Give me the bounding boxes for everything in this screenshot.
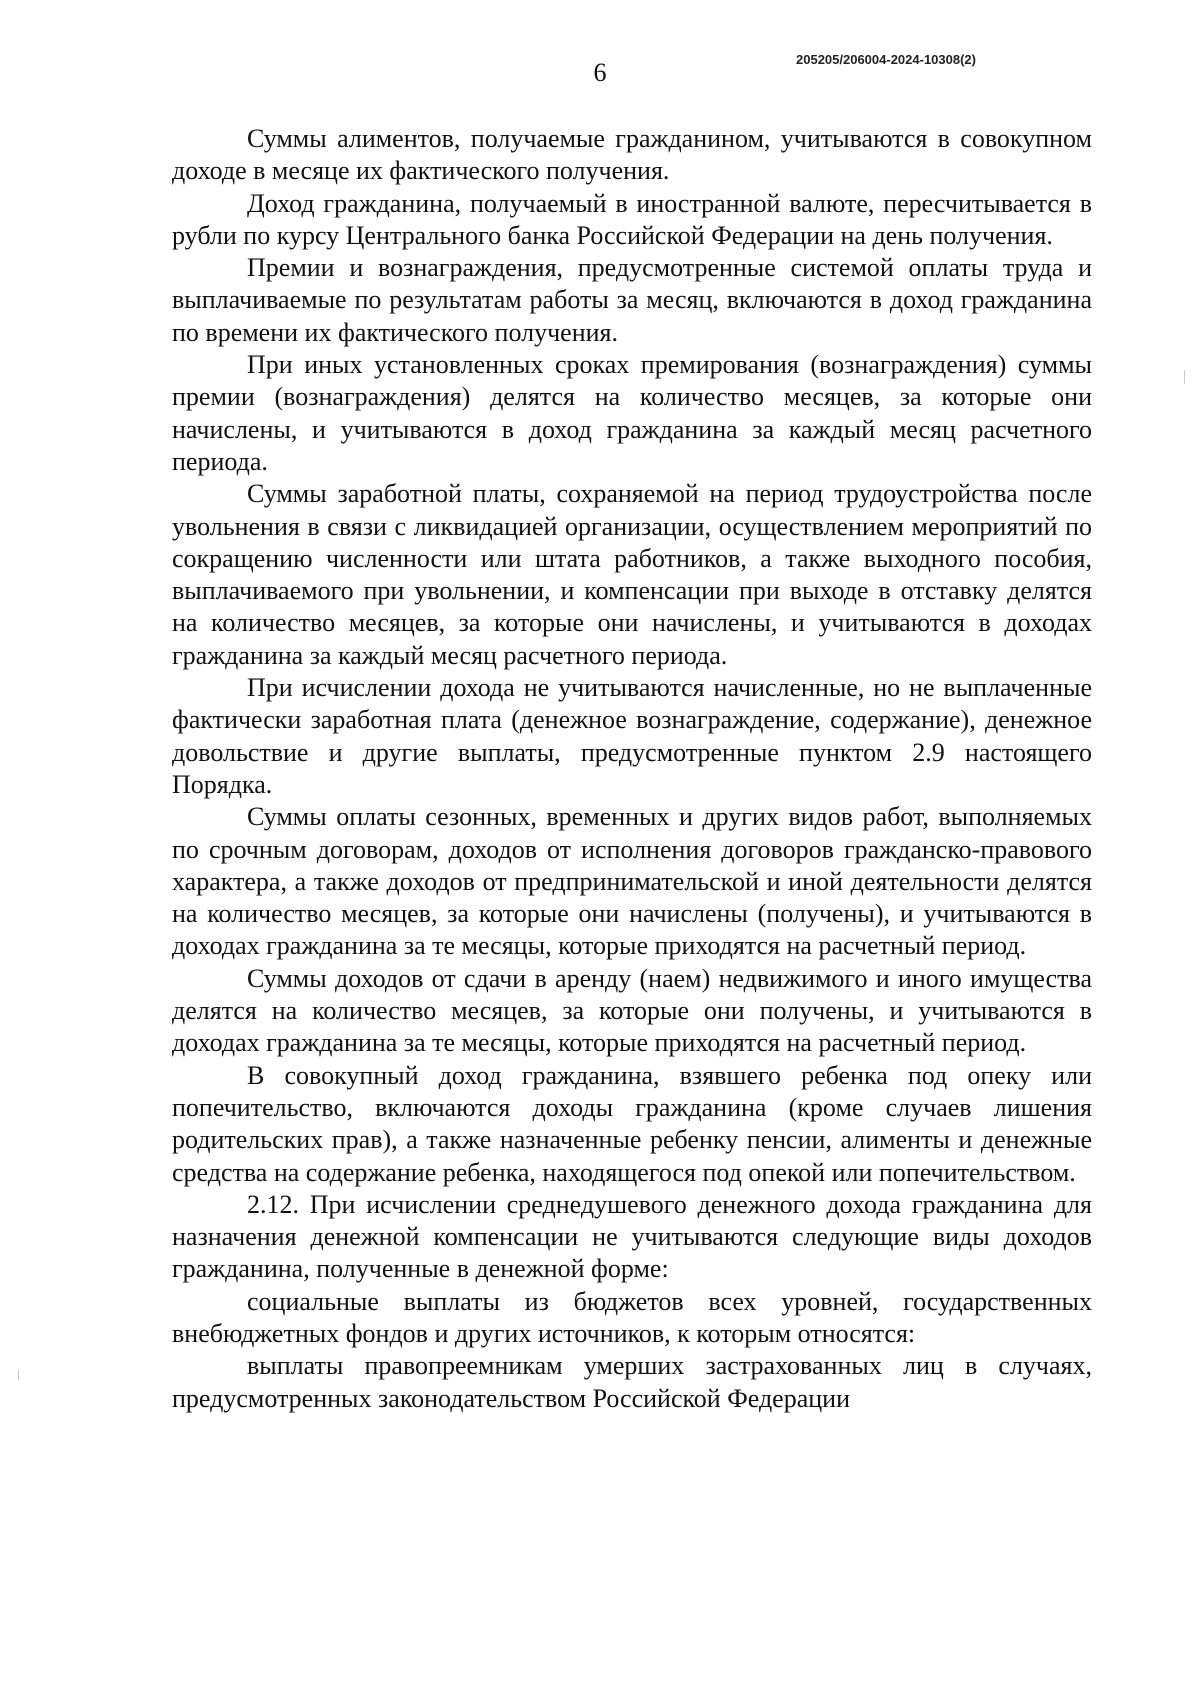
paragraph-rental-income: Суммы доходов от сдачи в аренду (наем) недвижимого и иного имущества делятся на количество месяцев, за которые они получены, и учитываются в доходах гражданина за те месяцы, которые приходятся на расчетный период. [172,963,1092,1058]
document-registration-number: 205205/206004-2024-10308(2) [796,52,976,67]
scan-mark [18,1370,19,1380]
document-body [172,123,1092,1415]
paragraph-bonuses: Премии и вознаграждения, предусмотренные системой оплаты труда и выплачиваемые по результатам работы за месяц, включаются в доход гражданина по времени их фактического получения. [172,253,1092,347]
paragraph-salary-after-dismissal: Суммы заработной платы, сохраняемой на период трудоустройства после увольнения в связи с ликвидацией организации, осуществлением мероприятий по сокращению численности или штата работников, а также выходного пособия, выплачиваемого при увольнении, и компенсации при выходе в отставку делятся на количество месяцев, за которые они начислены, и учитываются в доходах гражданина за каждый месяц расчетного периода. [172,479,1092,670]
paragraph-section-2-12: 2.12. При исчислении среднедушевого денежного дохода гражданина для назначения денежной компенсации не учитываются следующие виды доходов гражданина, полученные в денежной форме: [172,1189,1092,1284]
paragraph-alimony: Суммы алиментов, получаемые гражданином, учитываются в совокупном доходе в месяце их фактического получения. [172,124,1092,186]
paragraph-foreign-currency: Доход гражданина, получаемый в иностранной валюте, пересчитывается в рубли по курсу Центрального банка Российской Федерации на день получения. [172,188,1092,250]
scan-mark [1184,370,1185,384]
paragraph-unpaid-wages: При исчислении дохода не учитываются начисленные, но не выплаченные фактически заработная плата (денежное вознаграждение, содержание), денежное довольствие и другие выплаты, предусмотренные пунктом 2.9 настоящего Порядка. [172,673,1092,799]
paragraph-guardianship: В совокупный доход гражданина, взявшего ребенка под опеку или попечительство, включаются доходы гражданина (кроме случаев лишения родительских прав), а также назначенные ребенку пенсии, алименты и денежные средства на содержание ребенка, находящегося под опекой или попечительством. [172,1060,1092,1187]
paragraph-seasonal-work: Суммы оплаты сезонных, временных и других видов работ, выполняемых по срочным договорам, доходов от исполнения договоров гражданско-правового характера, а также доходов от предпринимательской и иной деятельности делятся на количество месяцев, за которые они начислены (получены), и учитываются в доходах гражданина за те месяцы, которые приходятся на расчетный период. [172,802,1092,961]
paragraph-successor-payments: выплаты правопреемникам умерших застрахованных лиц в случаях, предусмотренных законодательством Российской Федерации [172,1351,1092,1413]
paragraph-social-payments: социальные выплаты из бюджетов всех уровней, государственных внебюджетных фондов и других источников, к которым относятся: [172,1286,1092,1348]
page-number: 6 [593,58,607,87]
paragraph-other-bonus-terms: При иных установленных сроках премирования (вознаграждения) суммы премии (вознаграждения) делятся на количество месяцев, за которые они начислены, и учитываются в доход гражданина за каждый месяц расчетного периода. [172,350,1092,476]
